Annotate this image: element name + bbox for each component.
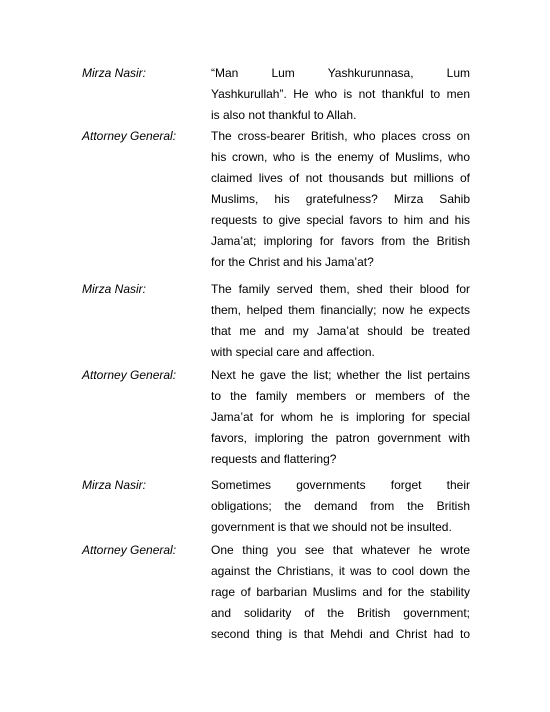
speaker-label: Mirza Nasir: <box>82 282 147 296</box>
speech-text <box>211 540 470 645</box>
speaker-label: Attorney General: <box>82 129 177 143</box>
speech-line: Muslims, his gratefulness? Mirza Sahib <box>211 192 470 206</box>
speaker-label: Attorney General: <box>82 543 177 557</box>
speech-text <box>211 126 470 273</box>
speech-line: rage of barbarian Muslims and for the stability <box>211 585 470 599</box>
speech-text <box>211 279 470 363</box>
speech-line: is also not thankful to Allah. <box>211 108 357 122</box>
speech-line: them, helped them financially; now he expects <box>211 303 470 317</box>
speech-line: against the Christians, it was to cool down the <box>211 564 470 578</box>
speech-line: Jama’at for whom he is imploring for special <box>211 410 470 424</box>
speech-line: and solidarity of the British government; <box>211 606 470 620</box>
speaker-label: Mirza Nasir: <box>82 66 147 80</box>
speech-line: to the family members or members of the <box>211 389 470 403</box>
speech-line: requests and flattering? <box>211 452 337 466</box>
speech-text <box>211 475 470 538</box>
speech-line: favors, imploring the patron government with <box>211 431 470 445</box>
speech-line: second thing is that Mehdi and Christ had to <box>211 627 470 641</box>
speech-line: Yashkurullah”. He who is not thankful to men <box>211 87 470 101</box>
speech-line: claimed lives of not thousands but millions of <box>211 171 470 185</box>
speech-line: Jama’at; imploring for favors from the British <box>211 234 470 248</box>
speech-line: government is that we should not be insulted. <box>211 520 452 534</box>
speech-line: The family served them, shed their blood for <box>211 282 470 296</box>
speech-line: for the Christ and his Jama’at? <box>211 255 374 269</box>
speech-line: requests to give special favors to him and his <box>211 213 470 227</box>
speech-text <box>211 365 470 470</box>
speech-line: that me and my Jama’at should be treated <box>211 324 470 338</box>
speech-line: Next he gave the list; whether the list pertains <box>211 368 470 382</box>
speech-text <box>211 63 470 126</box>
speaker-label: Attorney General: <box>82 368 177 382</box>
speech-line: “Man Lum Yashkurunnasa, Lum <box>211 66 470 80</box>
speech-line: with special care and affection. <box>211 345 375 359</box>
speech-line: his crown, who is the enemy of Muslims, who <box>211 150 470 164</box>
speech-line: Sometimes governments forget their <box>211 478 470 492</box>
speech-line: obligations; the demand from the British <box>211 499 470 513</box>
speech-line: One thing you see that whatever he wrote <box>211 543 470 557</box>
speaker-label: Mirza Nasir: <box>82 478 147 492</box>
speech-line: The cross-bearer British, who places cross on <box>211 129 470 143</box>
